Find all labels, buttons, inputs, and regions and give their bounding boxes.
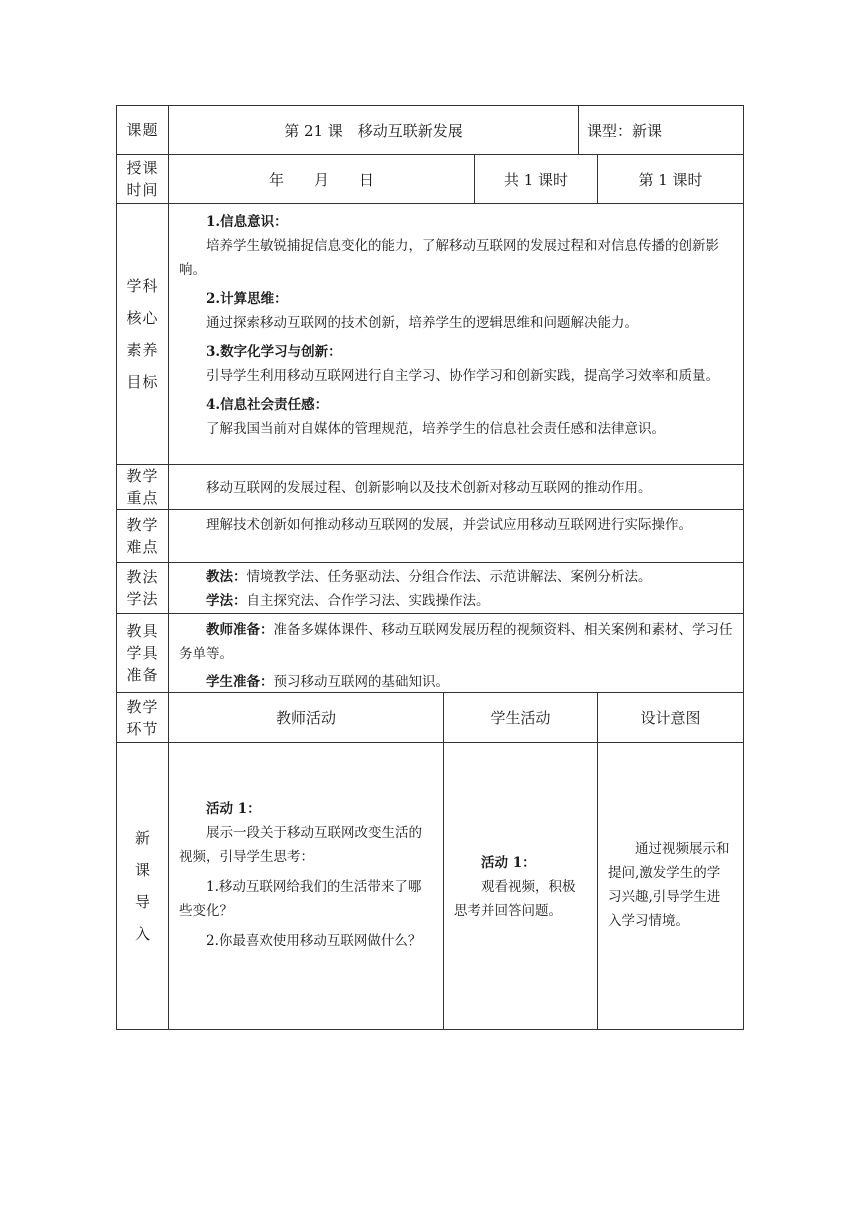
goal-4-title: 4.信息社会责任感： xyxy=(206,397,329,413)
design-intent-header: 设计意图 xyxy=(640,709,701,727)
goal-4-text: 了解我国当前对自媒体的管理规范，培养学生的信息社会责任感和法律意识。 xyxy=(206,421,665,437)
intro-teacher-cell xyxy=(168,742,444,1030)
core-label-cell xyxy=(116,203,169,465)
teacher-prep-line xyxy=(179,618,733,666)
focus-text: 移动互联网的发展过程、创新影响以及技术创新对移动互联网的推动作用。 xyxy=(206,480,652,496)
student-prep-line xyxy=(179,670,733,694)
teaching-method-line xyxy=(179,565,733,589)
teacher-prep-text: 准备多媒体课件、移动互联网发展历程的视频资料、相关案例和素材、学习任务单等。 xyxy=(179,622,733,662)
prep-label-line-1: 教具 xyxy=(126,622,159,640)
goal-3-title: 3.数字化学习与创新： xyxy=(206,344,342,360)
intro-student-activity-title: 活动 1： xyxy=(481,855,536,871)
date-cell xyxy=(168,154,475,204)
prep-cell xyxy=(168,613,744,693)
difficulty-label-cell xyxy=(116,509,169,563)
focus-label-cell xyxy=(116,464,169,510)
methods-label-line-1: 教法 xyxy=(126,568,159,586)
student-activity-header-cell xyxy=(443,692,598,743)
core-goals-cell xyxy=(168,203,744,465)
intro-teacher-line-2: 1.移动互联网给我们的生活带来了哪些变化？ xyxy=(179,879,422,919)
intro-label-char-4: 入 xyxy=(134,925,150,943)
goal-3-text: 引导学生利用移动互联网进行自主学习、协作学习和创新实践，提高学习效率和质量。 xyxy=(206,368,719,384)
focus-label-line-1: 教学 xyxy=(126,467,159,485)
difficulty-cell xyxy=(168,509,744,563)
intro-design-text: 通过视频展示和提问,激发学生的学习兴趣,引导学生进入学习情境。 xyxy=(608,841,730,929)
intro-label-cell xyxy=(116,742,169,1030)
intro-label-char-1: 新 xyxy=(134,829,150,847)
prep-label-line-2: 学具 xyxy=(126,644,159,662)
core-label-line-2: 核心 xyxy=(126,309,159,327)
intro-teacher-activity-title: 活动 1： xyxy=(206,801,261,817)
focus-cell xyxy=(168,464,744,510)
time-label-cell xyxy=(116,154,169,204)
lesson-type-cell xyxy=(578,105,744,155)
core-label-line-4: 目标 xyxy=(126,373,159,391)
design-intent-header-cell xyxy=(597,692,744,743)
current-hour-cell xyxy=(597,154,744,204)
student-prep-text: 预习移动互联网的基础知识。 xyxy=(273,674,449,690)
topic-label-cell xyxy=(116,105,169,155)
learning-method-line xyxy=(179,589,733,613)
intro-teacher-line-3: 2.你最喜欢使用移动互联网做什么？ xyxy=(206,933,422,949)
process-label-line-1: 教学 xyxy=(126,697,159,716)
difficulty-text: 理解技术创新如何推动移动互联网的发展，并尝试应用移动互联网进行实际操作。 xyxy=(206,517,692,533)
difficulty-label-line-1: 教学 xyxy=(126,516,159,534)
topic-label: 课题 xyxy=(126,121,159,139)
lesson-title: 第 21 课 移动互联新发展 xyxy=(284,121,463,140)
goal-1-text: 培养学生敏锐捕捉信息变化的能力，了解移动互联网的发展过程和对信息传播的创新影响。 xyxy=(179,238,719,278)
process-label-cell xyxy=(116,692,169,743)
prep-label-line-3: 准备 xyxy=(126,666,159,684)
total-hours-cell xyxy=(474,154,598,204)
student-prep-title: 学生准备： xyxy=(206,674,274,690)
prep-label-cell xyxy=(116,613,169,693)
process-label-line-2: 环节 xyxy=(126,719,159,738)
goal-1-title: 1.信息意识： xyxy=(206,214,288,230)
methods-cell xyxy=(168,562,744,614)
learning-method-text: 自主探究法、合作学习法、实践操作法。 xyxy=(246,593,490,609)
date-text: 年 月 日 xyxy=(268,170,374,189)
difficulty-label-line-2: 难点 xyxy=(126,538,159,556)
core-label-line-3: 素养 xyxy=(126,341,159,359)
intro-label-char-2: 课 xyxy=(134,861,150,879)
current-hour: 第 1 课时 xyxy=(638,170,703,189)
intro-label-char-3: 导 xyxy=(134,893,150,911)
lesson-title-cell xyxy=(168,105,579,155)
intro-design-cell xyxy=(597,742,744,1030)
core-label-line-1: 学科 xyxy=(126,277,159,295)
teacher-activity-header-cell xyxy=(168,692,444,743)
lesson-type: 课型：新课 xyxy=(587,121,663,140)
methods-label-line-2: 学法 xyxy=(126,590,159,608)
time-label-line-2: 时间 xyxy=(126,181,159,199)
intro-teacher-line-1: 展示一段关于移动互联网改变生活的视频，引导学生思考： xyxy=(179,825,422,865)
goal-2-title: 2.计算思维： xyxy=(206,291,288,307)
methods-label-cell xyxy=(116,562,169,614)
learning-method-title: 学法： xyxy=(206,593,247,609)
time-label-line-1: 授课 xyxy=(126,159,159,177)
intro-student-cell xyxy=(443,742,598,1030)
teaching-method-title: 教法： xyxy=(206,569,247,585)
goal-2-text: 通过探索移动互联网的技术创新，培养学生的逻辑思维和问题解决能力。 xyxy=(206,315,638,331)
focus-label-line-2: 重点 xyxy=(126,489,159,507)
total-hours: 共 1 课时 xyxy=(503,170,569,189)
student-activity-header: 学生活动 xyxy=(490,709,551,727)
teacher-activity-header: 教师活动 xyxy=(275,709,336,727)
intro-student-text: 观看视频，积极思考并回答问题。 xyxy=(454,879,576,919)
teacher-prep-title: 教师准备： xyxy=(206,622,274,638)
teaching-method-text: 情境教学法、任务驱动法、分组合作法、示范讲解法、案例分析法。 xyxy=(246,569,652,585)
